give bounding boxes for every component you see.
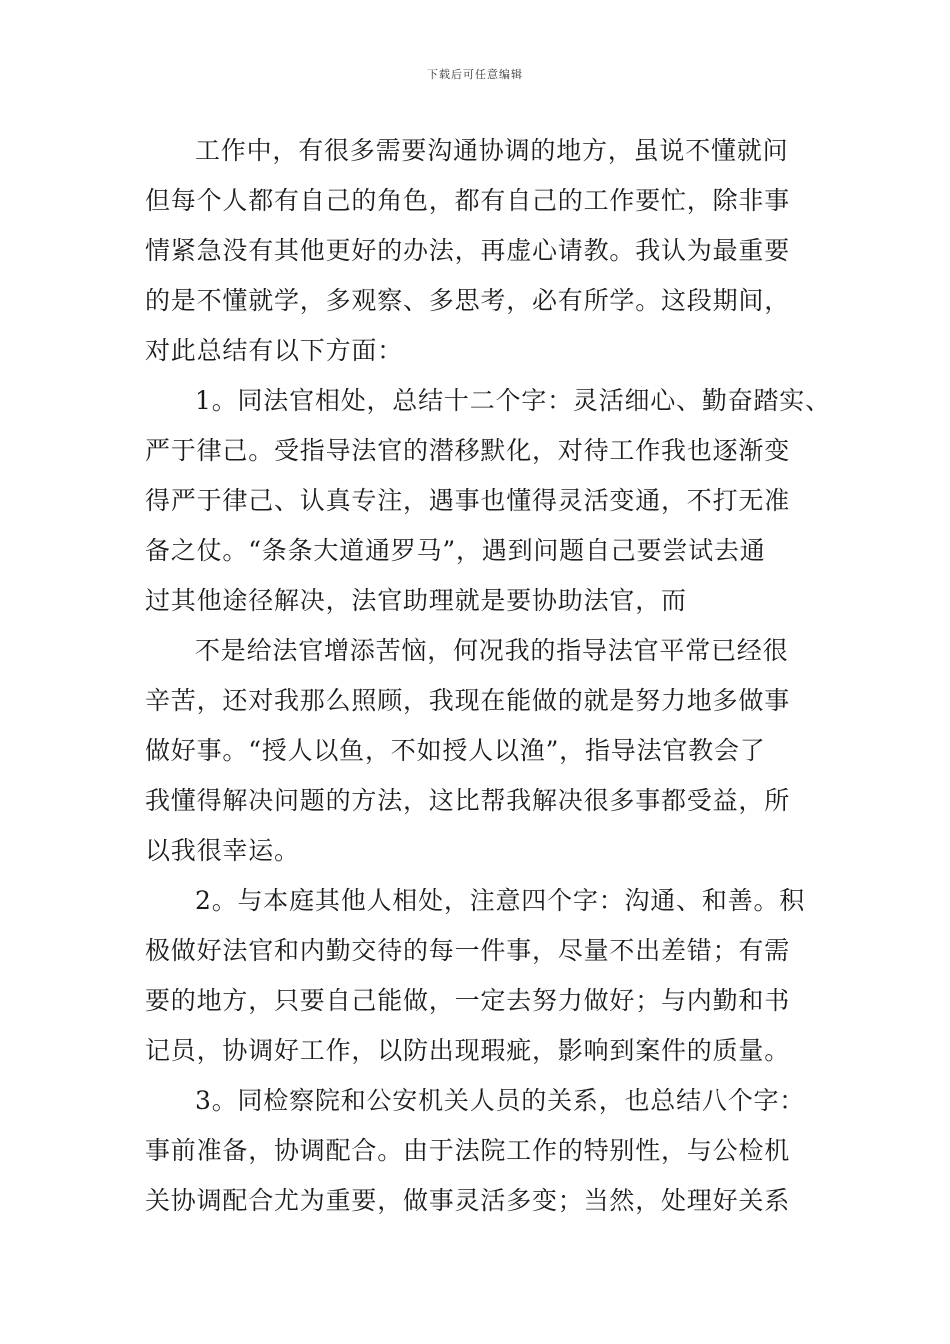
text-line: 记员，协调好工作，以防出现瑕疵，影响到案件的质量。 bbox=[145, 1036, 791, 1065]
text-line: 以我很幸运。 bbox=[145, 836, 300, 865]
text-line: 关协调配合尤为重要，做事灵活多变；当然，处理好关系 bbox=[145, 1186, 791, 1215]
header-note: 下载后可任意编辑 bbox=[427, 68, 523, 81]
text-line: 的是不懂就学，多观察、多思考，必有所学。这段期间， bbox=[145, 286, 791, 315]
text-line: 2。与本庭其他人相处，注意四个字：沟通、和善。积 bbox=[195, 886, 806, 915]
text-line: 极做好法官和内勤交待的每一件事，尽量不出差错；有需 bbox=[145, 936, 791, 965]
text-line: 1。同法官相处，总结十二个字：灵活细心、勤奋踏实、 bbox=[195, 386, 831, 415]
text-line: 得严于律己、认真专注，遇事也懂得灵活变通，不打无准 bbox=[145, 486, 791, 515]
text-line: 辛苦，还对我那么照顾，我现在能做的就是努力地多做事 bbox=[145, 686, 791, 715]
text-line: 3。同检察院和公安机关人员的关系，也总结八个字： bbox=[195, 1086, 806, 1115]
text-line: 情紧急没有其他更好的办法，再虚心请教。我认为最重要 bbox=[145, 236, 791, 265]
text-line: 严于律己。受指导法官的潜移默化，对待工作我也逐渐变 bbox=[145, 436, 791, 465]
text-line: 做好事。“授人以鱼，不如授人以渔”，指导法官教会了 bbox=[145, 736, 766, 765]
text-line: 要的地方，只要自己能做，一定去努力做好；与内勤和书 bbox=[145, 986, 791, 1015]
text-line: 过其他途径解决，法官助理就是要协助法官，而 bbox=[145, 586, 687, 615]
text-line: 事前准备，协调配合。由于法院工作的特别性，与公检机 bbox=[145, 1136, 791, 1165]
text-line: 不是给法官增添苦恼，何况我的指导法官平常已经很 bbox=[195, 636, 789, 665]
text-line: 对此总结有以下方面： bbox=[145, 336, 404, 365]
text-line: 备之仗。“条条大道通罗马”，遇到问题自己要尝试去通 bbox=[145, 536, 766, 565]
text-line: 但每个人都有自己的角色，都有自己的工作要忙，除非事 bbox=[145, 186, 791, 215]
text-line: 工作中，有很多需要沟通协调的地方，虽说不懂就问 bbox=[195, 136, 789, 165]
document-body bbox=[145, 126, 831, 1226]
text-line: 我懂得解决问题的方法，这比帮我解决很多事都受益，所 bbox=[145, 786, 791, 815]
